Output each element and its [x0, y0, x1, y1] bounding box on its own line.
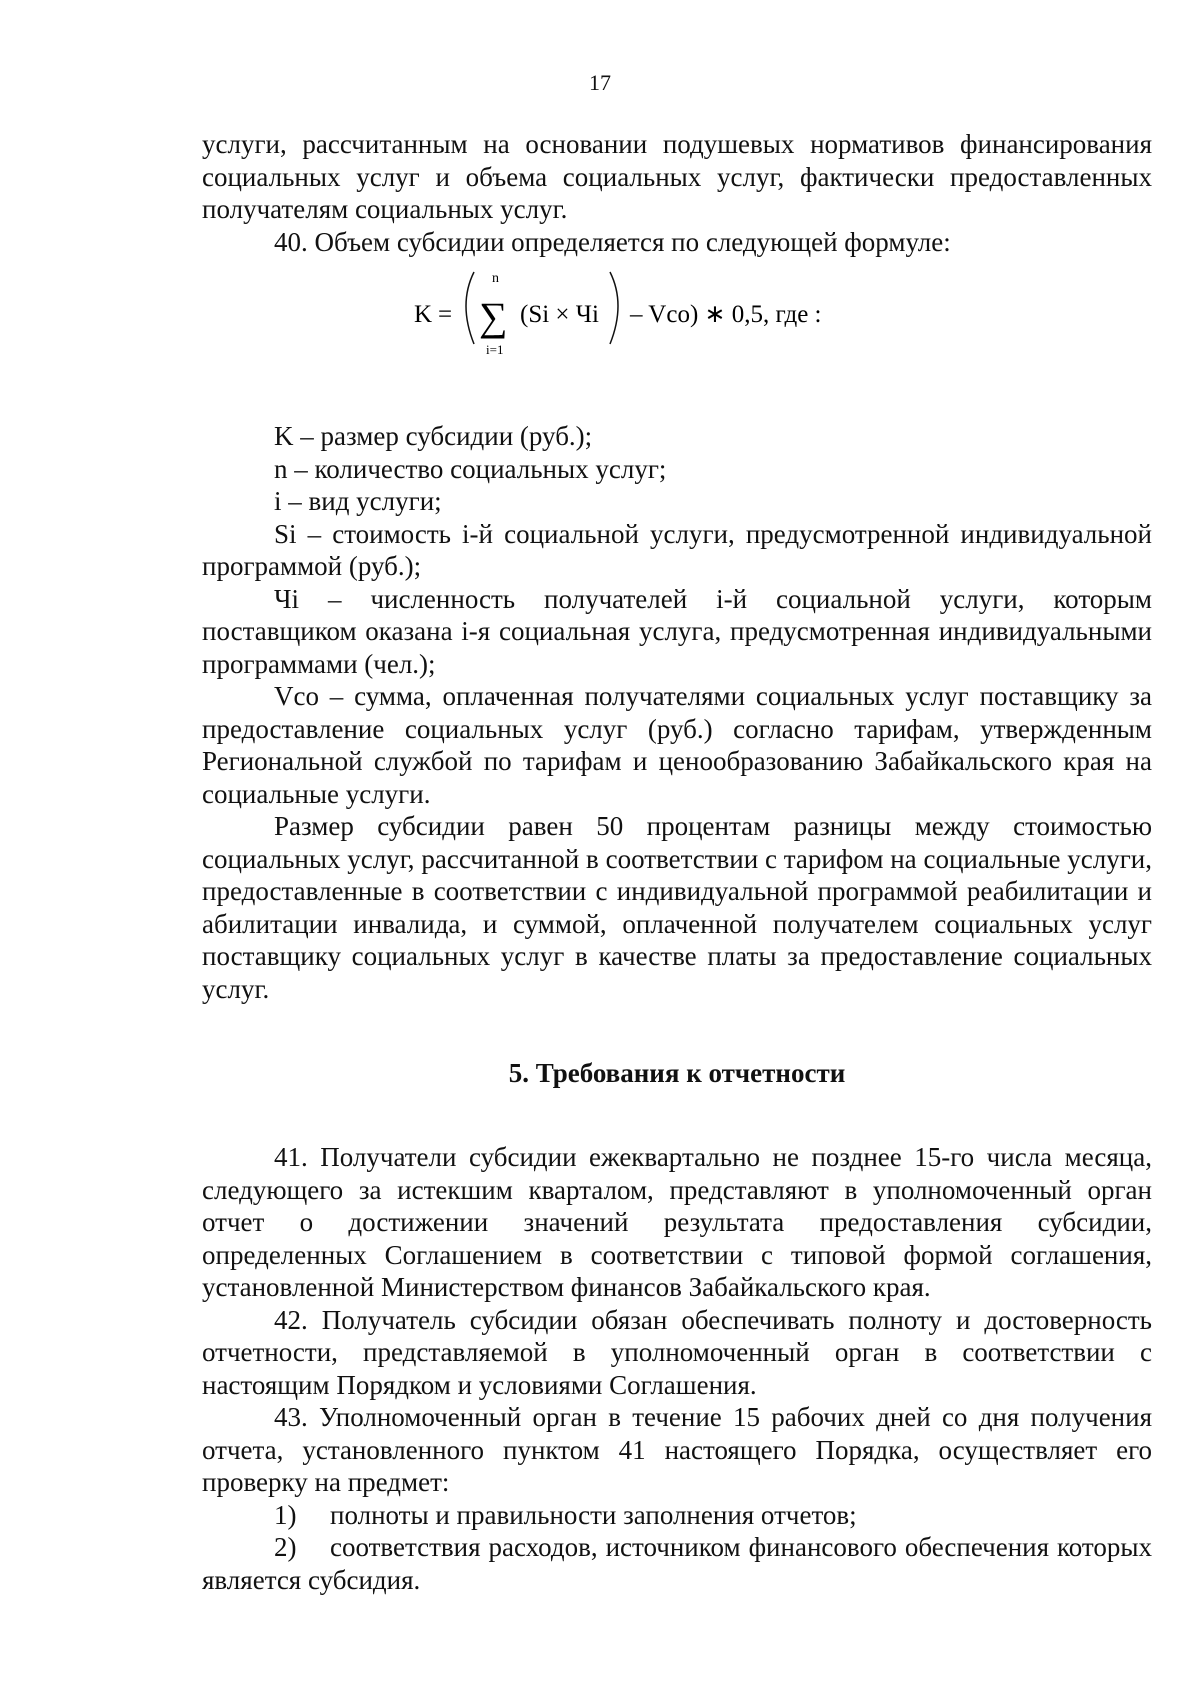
list-item-text: полноты и правильности заполнения отчетов; [330, 1499, 857, 1530]
subsidy-formula [202, 264, 1152, 360]
sum-sign: ∑ [479, 294, 508, 339]
list-item-number: 1) [274, 1499, 297, 1530]
paragraph: услуги, рассчитанным на основании подушевых нормативов финансирования социальных услуг и объема социальных услуг, фактически предоставленных получателям социальных услуг. [202, 129, 1152, 224]
list-item-number: 2) [274, 1532, 297, 1562]
left-paren-large [466, 272, 474, 344]
paragraph-41: 41. Получатели субсидии ежеквартально не позднее 15-го числа месяца, следующего за истекшим кварталом, представляют в уполномоченный орган отчет о достижении значений результата предоставления субсидии, определенных Соглашением в соответствии с типовой формой соглашения, установленной Министерством финансов Забайкальского края. [202, 1142, 1152, 1302]
formula-lhs: K [414, 301, 433, 328]
sum-lower-limit: i=1 [486, 342, 504, 357]
definition-i: i – вид услуги; [274, 486, 442, 516]
paragraph-42: 42. Получатель субсидии обязан обеспечивать полноту и достоверность отчетности, представляемой в уполномоченный орган в соответствии с настоящим Порядком и условиями Соглашения. [202, 1304, 1152, 1400]
formula-equals: = [438, 301, 453, 328]
definition-Si: Si – стоимость i-й социальной услуги, предусмотренной индивидуальной программой (руб.); [202, 518, 1152, 581]
paragraph-formula-intro: 40. Объем субсидии определяется по следующей формуле: [274, 226, 951, 257]
definition-Chi: Чi – численность получателей i-й социальной услуги, которым поставщиком оказана i-я социальная услуга, предусмотренная индивидуальными программами (чел.); [202, 583, 1152, 679]
list-item [202, 1499, 1152, 1532]
definition-K: K – размер субсидии (руб.); [274, 421, 593, 451]
list-item [202, 1531, 1152, 1596]
formula-term: (Si × Чi [520, 301, 599, 328]
paragraph-43: 43. Уполномоченный орган в течение 15 рабочих дней со дня получения отчета, установленного пунктом 41 настоящего Порядка, осуществляет его проверку на предмет: [202, 1402, 1152, 1497]
formula-graphic [202, 264, 1152, 360]
paragraph-subsidy-size: Размер субсидии равен 50 процентам разницы между стоимостью социальных услуг, рассчитанной в соответствии с тарифом на социальные услуги, предоставленные в соответствии с индивидуальной программой реабилитации и абилитации инвалида, и суммой, оплаченной получателем социальных услуг поставщику социальных услуг в качестве платы за предоставление социальных услуг. [202, 811, 1152, 1004]
section-heading: 5. Требования к отчетности [508, 1058, 846, 1088]
right-paren-large [610, 272, 618, 344]
sum-upper-limit: n [492, 271, 499, 286]
formula-tail: – Vco) ∗ 0,5, где : [630, 301, 822, 328]
page-number: 17 [589, 70, 611, 95]
document-body [202, 128, 1152, 1596]
list-item-text: соответствия расходов, источником финансового обеспечения которых является субсидия. [202, 1532, 1152, 1595]
definition-n: n – количество социальных услуг; [274, 453, 667, 484]
definition-Vco: Vco – сумма, оплаченная получателями социальных услуг поставщику за предоставление социальных услуг (руб.) согласно тарифам, утвержденным Региональной службой по тарифам и ценообразованию Забайкальского края на социальные услуги. [202, 681, 1152, 809]
